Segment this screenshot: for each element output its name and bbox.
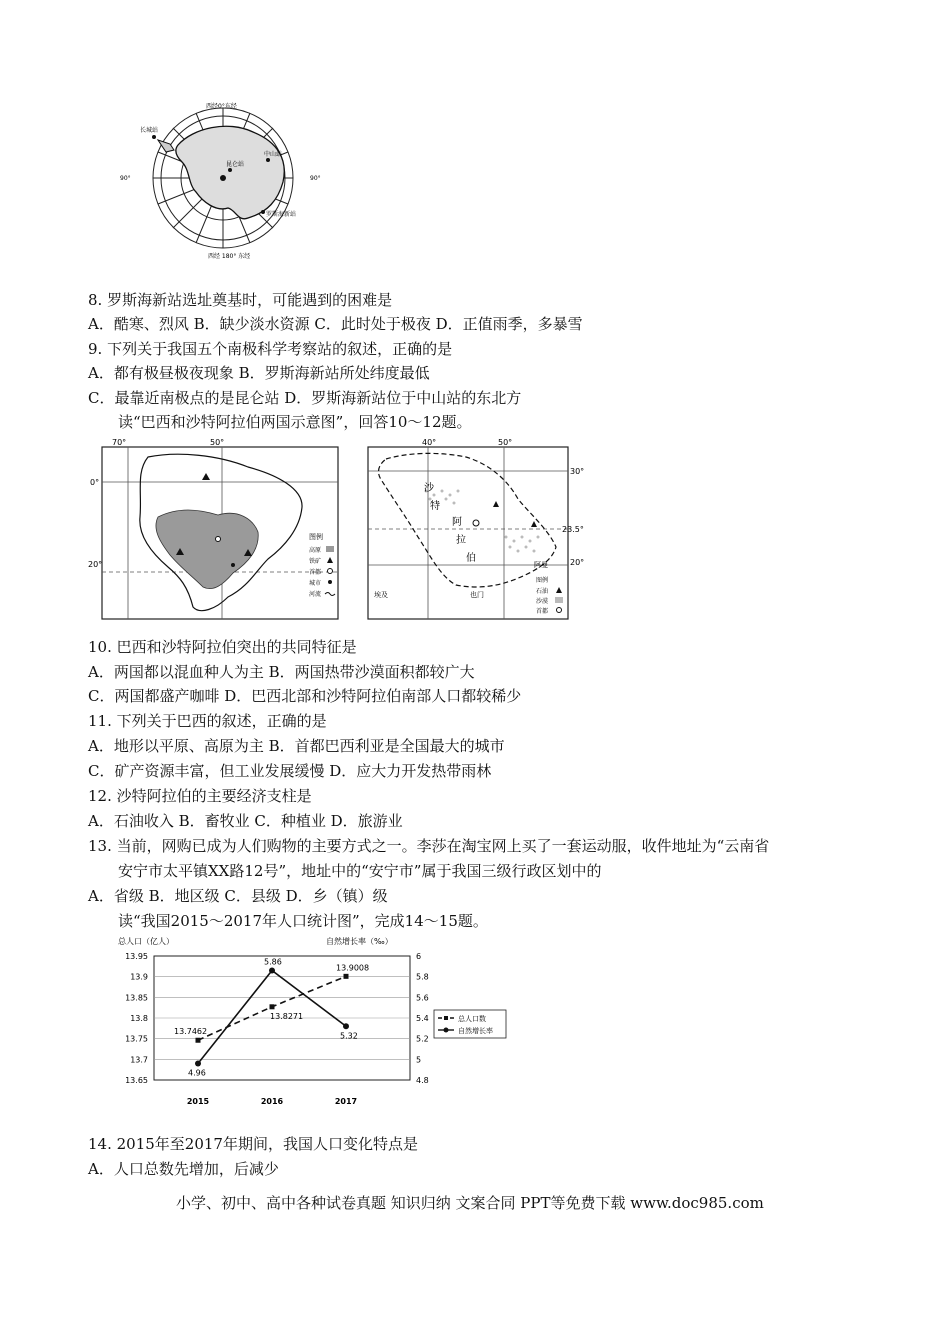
y-left-tick-label: 13.65 <box>125 1076 148 1085</box>
x-tick-label: 2017 <box>334 1097 358 1106</box>
question-13-options: A．省级 B．地区级 C．县级 D．乡（镇）级 <box>88 887 388 905</box>
question-9-options-ab: A．都有极昼极夜现象 B．罗斯海新站所处纬度最低 <box>88 364 430 382</box>
saudi-char-3: 阿 <box>452 517 462 528</box>
y-right-tick-label: 5.4 <box>416 1014 429 1023</box>
y-left-tick-label: 13.7 <box>130 1055 148 1065</box>
question-10-options-ab: A．两国都以混血种人为主 B．两国热带沙漠面积都较广大 <box>88 663 475 681</box>
data-label-natural-growth: 5.32 <box>340 1031 358 1041</box>
saudi-char-5: 伯 <box>466 553 476 564</box>
y-right-tick-label: 5.2 <box>416 1034 429 1044</box>
saudi-map <box>356 437 596 622</box>
brazil-lat-0: 0° <box>90 478 100 487</box>
brazil-lat-20: 20° <box>88 560 103 569</box>
intro-14-15: 读“我国2015～2017年人口统计图”，完成14～15题。 <box>118 912 488 930</box>
y-right-axis-title: 自然增长率（‰） <box>326 937 393 946</box>
y-left-tick-label: 13.85 <box>125 993 148 1003</box>
data-label-total-population: 13.8271 <box>270 1011 304 1021</box>
point-total-population <box>270 1004 275 1009</box>
question-9-options-cd: C．最靠近南极点的是昆仑站 D．罗斯海新站位于中山站的东北方 <box>88 389 522 407</box>
saudi-legend-capital: 首都 <box>536 608 549 615</box>
question-11: 11. 下列关于巴西的叙述，正确的是 <box>88 712 327 730</box>
brazil-legend-capital: 首都 <box>309 569 322 576</box>
y-left-axis-title: 总人口（亿人） <box>118 937 174 946</box>
y-left-tick-label: 13.8 <box>130 1014 148 1023</box>
station-label-rosssea: 罗斯海新站 <box>266 211 297 218</box>
y-left-tick-label: 13.9 <box>130 972 148 982</box>
saudi-legend-title: 图例 <box>536 577 549 584</box>
page-footer: 小学、初中、高中各种试卷真题 知识归纳 文案合同 PPT等免费下载 www.doc985.com <box>176 1194 764 1212</box>
y-right-tick-label: 6 <box>416 952 422 961</box>
neighbor-yemen: 也门 <box>470 591 484 599</box>
point-natural-growth <box>269 967 275 973</box>
point-natural-growth <box>195 1060 201 1066</box>
station-label-changcheng: 长城站 <box>140 127 159 134</box>
brazil-legend-iron: 铁矿 <box>309 558 322 565</box>
brazil-lon-50: 50° <box>210 438 225 447</box>
saudi-lat-30: 30° <box>570 467 585 476</box>
legend-label-natural-growth: 自然增长率 <box>458 1027 493 1035</box>
point-total-population <box>344 974 349 979</box>
brazil-map <box>88 437 348 622</box>
question-8-options: A．酷寒、烈风 B．缺少淡水资源 C．此时处于极夜 D．正值雨季，多暴雪 <box>88 315 583 333</box>
saudi-lon-50: 50° <box>498 438 513 447</box>
question-14-option-a: A．人口总数先增加，后减少 <box>88 1160 279 1178</box>
question-14: 14. 2015年至2017年期间，我国人口变化特点是 <box>88 1135 418 1153</box>
y-right-tick-label: 4.8 <box>416 1076 429 1085</box>
saudi-legend-desert: 沙漠 <box>536 598 549 605</box>
question-13-line-1: 13. 当前，网购已成为人们购物的主要方式之一。李莎在淘宝网上买了一套运动服，收件地址为“云南省 <box>88 837 770 855</box>
station-label-zhongshan: 中山站 <box>264 151 283 158</box>
question-12: 12. 沙特阿拉伯的主要经济支柱是 <box>88 787 312 805</box>
brazil-legend-river: 河流 <box>309 591 322 598</box>
y-right-tick-label: 5.8 <box>416 972 429 982</box>
y-right-tick-label: 5 <box>416 1055 422 1065</box>
saudi-char-1: 沙 <box>424 483 434 494</box>
saudi-lon-40: 40° <box>422 438 437 447</box>
map-top-label: 西经0°东经 <box>206 103 237 110</box>
point-total-population <box>196 1038 201 1043</box>
question-13-line-2: 安宁市太平镇XX路12号”，地址中的“安宁市”属于我国三级行政区划中的 <box>118 862 602 880</box>
neighbor-oman: 阿曼 <box>534 561 548 569</box>
legend-marker-total-population <box>444 1016 448 1020</box>
legend-label-total-population: 总人口数 <box>458 1015 486 1023</box>
question-12-options: A．石油收入 B．畜牧业 C．种植业 D．旅游业 <box>88 812 403 830</box>
lon-left-label: 90° <box>120 175 131 182</box>
antarctica-map <box>118 100 328 270</box>
saudi-char-2: 特 <box>430 501 440 512</box>
brazil-legend-plateau: 高原 <box>309 547 322 554</box>
question-11-options-cd: C．矿产资源丰富，但工业发展缓慢 D．应大力开发热带雨林 <box>88 762 492 780</box>
saudi-lat-20: 20° <box>570 558 585 567</box>
question-10: 10. 巴西和沙特阿拉伯突出的共同特征是 <box>88 638 357 656</box>
data-label-natural-growth: 4.96 <box>188 1068 206 1078</box>
x-tick-label: 2016 <box>260 1097 284 1106</box>
data-label-natural-growth: 5.86 <box>264 957 282 967</box>
saudi-char-4: 拉 <box>456 535 466 546</box>
data-label-total-population: 13.7462 <box>174 1027 208 1037</box>
question-11-options-ab: A．地形以平原、高原为主 B．首都巴西利亚是全国最大的城市 <box>88 737 505 755</box>
point-natural-growth <box>343 1023 349 1029</box>
neighbor-egypt: 埃及 <box>374 591 388 599</box>
x-tick-label: 2015 <box>186 1097 210 1106</box>
brazil-lon-70: 70° <box>112 438 127 447</box>
brazil-legend-city: 城市 <box>309 580 322 587</box>
population-chart <box>110 934 550 1109</box>
saudi-lat-23-5: 23.5° <box>562 525 584 534</box>
legend-marker-natural-growth <box>444 1028 449 1033</box>
brazil-legend-title: 图例 <box>309 533 323 541</box>
data-label-total-population: 13.9008 <box>336 963 370 973</box>
saudi-legend-oil: 石油 <box>536 588 549 595</box>
question-10-options-cd: C．两国都盛产咖啡 D．巴西北部和沙特阿拉伯南部人口都较稀少 <box>88 687 522 705</box>
station-label-kunlun: 昆仑站 <box>226 161 245 168</box>
question-9: 9. 下列关于我国五个南极科学考察站的叙述，正确的是 <box>88 340 453 358</box>
y-right-tick-label: 5.6 <box>416 993 429 1003</box>
map-bottom-label: 西经 180° 东经 <box>208 253 251 260</box>
intro-10-12: 读“巴西和沙特阿拉伯两国示意图”，回答10～12题。 <box>118 413 472 431</box>
lon-right-label: 90° <box>310 175 321 182</box>
question-8: 8. 罗斯海新站选址奠基时，可能遇到的困难是 <box>88 291 393 309</box>
y-left-tick-label: 13.75 <box>125 1034 148 1044</box>
y-left-tick-label: 13.95 <box>125 952 148 961</box>
